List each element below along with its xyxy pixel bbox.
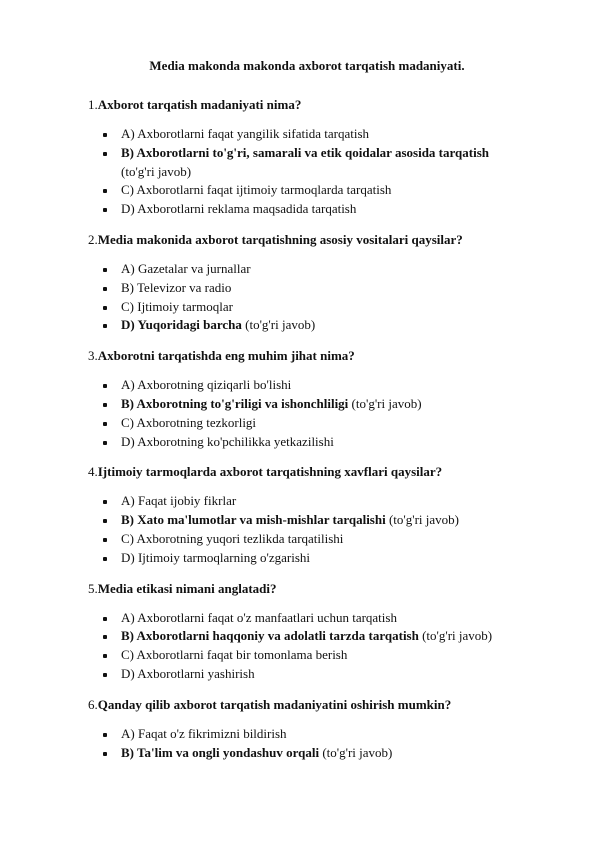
- option-text: C) Axborotning yuqori tezlikda tarqatilishi: [121, 530, 344, 546]
- correct-note: (to'g'ri javob): [388, 512, 459, 528]
- option-text: B) Xato ma'lumotlar va mish-mishlar tarqalishi: [121, 512, 386, 528]
- option-text: D) Axborotning ko'pchilikka yetkazilishi: [121, 433, 334, 449]
- option-text: D) Axborotlarni yashirish: [121, 665, 255, 681]
- question-number: 6.: [88, 696, 98, 712]
- question-3: [88, 348, 536, 364]
- option-a: [88, 260, 536, 279]
- option-text: B) Ta'lim va ongli yondashuv orqali: [121, 744, 320, 760]
- option-text: D) Yuqoridagi barcha: [121, 317, 242, 333]
- correct-note: (to'g'ri javob): [422, 628, 493, 644]
- option-c: [88, 646, 536, 665]
- question-5: [88, 581, 536, 597]
- option-text: C) Ijtimoiy tarmoqlar: [121, 298, 233, 314]
- option-b-correct: [88, 744, 536, 763]
- option-text: B) Axborotlarni haqqoniy va adolatli tarzda tarqatish: [121, 628, 419, 644]
- option-text: A) Axborotlarni faqat yangilik sifatida tarqatish: [121, 126, 370, 141]
- question-number: 3.: [88, 348, 98, 364]
- correct-note: (to'g'ri javob): [322, 744, 393, 760]
- option-text: C) Axborotlarni faqat ijtimoiy tarmoqlarda tarqatish: [121, 182, 392, 198]
- option-text: A) Faqat ijobiy fikrlar: [121, 493, 237, 509]
- options-list-6: [88, 725, 536, 763]
- option-text: A) Gazetalar va jurnallar: [121, 260, 251, 276]
- question-number: 1.: [88, 97, 98, 112]
- option-text: D) Axborotlarni reklama maqsadida tarqatish: [121, 201, 357, 217]
- option-d: [88, 549, 536, 568]
- option-b-correct: [88, 511, 536, 530]
- correct-note: (to'g'ri javob): [351, 395, 422, 411]
- option-b-correct: [88, 144, 536, 182]
- option-text: B) Televizor va radio: [121, 279, 232, 295]
- correct-note: (to'g'ri javob): [121, 163, 192, 179]
- options-list-3: [88, 376, 536, 451]
- option-d-correct: [88, 316, 536, 335]
- question-number: 5.: [88, 580, 98, 596]
- option-a: [88, 492, 536, 511]
- document-title: Media makonda makonda axborot tarqatish madaniyati.: [149, 58, 465, 73]
- question-text: Axborot tarqatish madaniyati nima?: [97, 97, 302, 112]
- option-a: [88, 125, 536, 144]
- option-text: A) Axborotning qiziqarli bo'lishi: [121, 377, 292, 393]
- question-6: [88, 697, 536, 713]
- option-c: [88, 530, 536, 549]
- question-text: Ijtimoiy tarmoqlarda axborot tarqatishning xavflari qaysilar?: [97, 464, 443, 480]
- options-list-5: [88, 609, 536, 684]
- question-number: 2.: [88, 231, 98, 247]
- option-text: A) Axborotlarni faqat o'z manfaatlari uchun tarqatish: [121, 609, 397, 625]
- options-list-2: [88, 260, 536, 335]
- option-a: [88, 725, 536, 744]
- option-d: [88, 200, 536, 219]
- question-1: [88, 97, 536, 113]
- option-c: [88, 298, 536, 317]
- question-text: Media etikasi nimani anglatadi?: [97, 580, 277, 596]
- option-text: D) Ijtimoiy tarmoqlarning o'zgarishi: [121, 549, 310, 565]
- option-d: [88, 433, 536, 452]
- question-text: Qanday qilib axborot tarqatish madaniyatini oshirish mumkin?: [97, 696, 452, 712]
- question-4: [88, 464, 536, 480]
- option-text: C) Axborotlarni faqat bir tomonlama berish: [121, 647, 348, 663]
- options-list-1: [88, 125, 536, 219]
- option-text: C) Axborotning tezkorligi: [121, 414, 257, 430]
- question-2: [88, 232, 536, 248]
- options-list-4: [88, 492, 536, 567]
- question-number: 4.: [88, 464, 98, 480]
- option-text: B) Axborotning to'g'riligi va ishonchliligi: [121, 395, 349, 411]
- option-a: [88, 376, 536, 395]
- option-text: B) Axborotlarni to'g'ri, samarali va etik qoidalar asosida tarqatish: [121, 144, 489, 160]
- option-b-correct: [88, 395, 536, 414]
- correct-note: (to'g'ri javob): [245, 317, 316, 333]
- option-c: [88, 414, 536, 433]
- option-c: [88, 181, 536, 200]
- question-text: Axborotni tarqatishda eng muhim jihat nima?: [97, 348, 355, 364]
- question-text: Media makonida axborot tarqatishning asosiy vositalari qaysilar?: [97, 231, 463, 247]
- option-b: [88, 279, 536, 298]
- option-d: [88, 665, 536, 684]
- option-a: [88, 609, 536, 628]
- option-text: A) Faqat o'z fikrimizni bildirish: [121, 725, 287, 741]
- option-b-correct: [88, 627, 536, 646]
